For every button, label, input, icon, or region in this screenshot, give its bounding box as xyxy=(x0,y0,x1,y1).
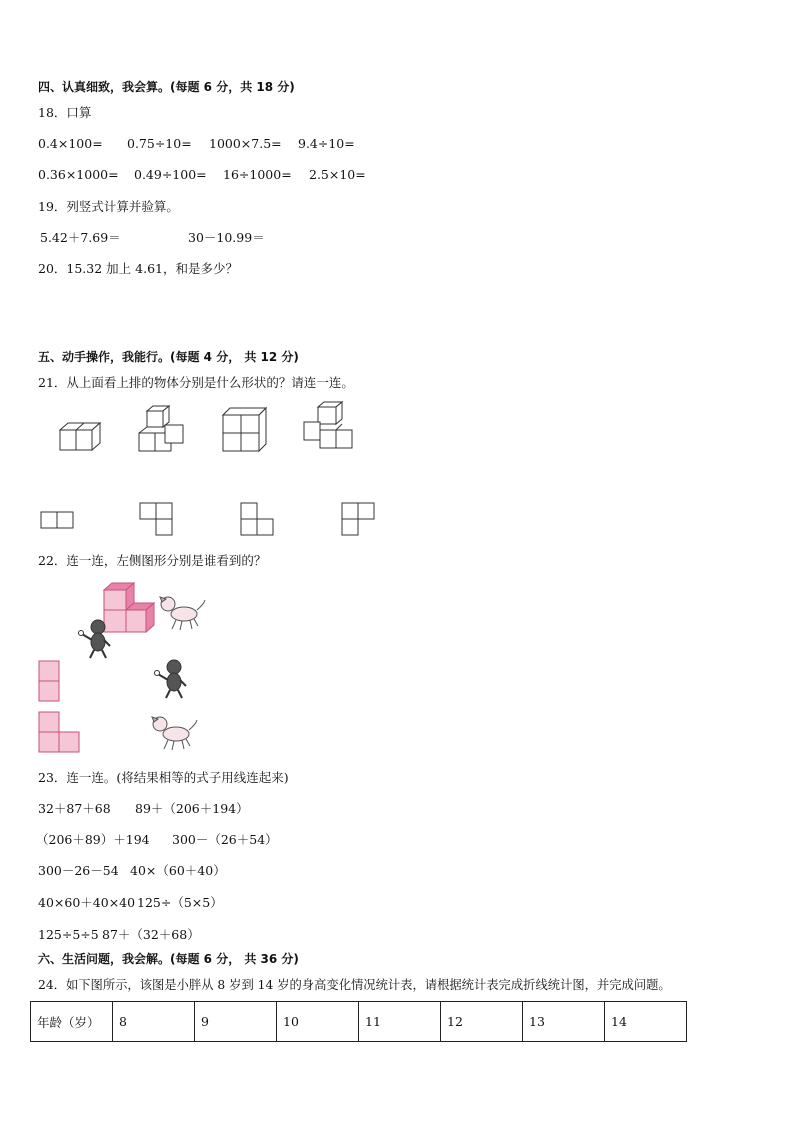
q23-left-expr: 125÷5÷5 xyxy=(38,927,99,942)
q18-item: 0.4×100= xyxy=(38,136,103,151)
table-cell: 8 xyxy=(113,1002,195,1042)
table-cell: 9 xyxy=(195,1002,277,1042)
q18-item: 0.36×1000= xyxy=(38,167,119,182)
q18-title: 18．口算 xyxy=(38,105,92,120)
q18-item: 16÷1000= xyxy=(223,167,292,182)
q18-item: 0.75÷10= xyxy=(127,136,192,151)
q22-title: 22．连一连，左侧图形分别是谁看到的？ xyxy=(38,553,267,568)
q23-right-expr: 87＋（32＋68） xyxy=(102,927,200,942)
cube-figure-1 xyxy=(55,405,105,455)
q23-left-expr: 300－26－54 xyxy=(38,863,119,878)
table-cell: 14 xyxy=(605,1002,687,1042)
top-view-1 xyxy=(40,510,76,530)
q19-item: 5.42＋7.69＝ xyxy=(40,230,121,245)
q18-item: 0.49÷100= xyxy=(134,167,207,182)
q23-left-expr: （206＋89）＋194 xyxy=(36,832,150,847)
table-cell: 12 xyxy=(441,1002,523,1042)
top-view-2 xyxy=(139,502,175,538)
q23-right-expr: 300－（26＋54） xyxy=(172,832,278,847)
q19-item: 30－10.99＝ xyxy=(188,230,265,245)
q23-right-expr: 125÷（5×5） xyxy=(137,895,223,910)
q19-title: 19．列竖式计算并验算。 xyxy=(38,199,179,214)
q23-left-expr: 40×60＋40×40 xyxy=(38,895,136,910)
age-table xyxy=(30,1001,687,1042)
section4-heading: 四、认真细致，我会算。(每题 6 分，共 18 分) xyxy=(38,80,295,94)
q23-right-expr: 40×（60＋40） xyxy=(130,863,226,878)
section5-heading: 五、动手操作，我能行。(每题 4 分， 共 12 分) xyxy=(38,350,299,364)
monkey-icon xyxy=(76,618,116,660)
table-cell: 13 xyxy=(523,1002,605,1042)
dog-icon xyxy=(150,714,202,754)
table-row xyxy=(31,1002,687,1042)
top-view-3 xyxy=(240,502,276,538)
cube-figure-3 xyxy=(220,405,270,455)
table-header-cell: 年龄（岁） xyxy=(31,1002,113,1042)
table-cell: 10 xyxy=(277,1002,359,1042)
q20-title: 20．15.32 加上 4.61，和是多少？ xyxy=(38,261,238,276)
q23-left-expr: 32＋87＋68 xyxy=(38,801,111,816)
q18-item: 2.5×10= xyxy=(309,167,366,182)
table-cell: 11 xyxy=(359,1002,441,1042)
q18-item: 9.4÷10= xyxy=(298,136,355,151)
cube-figure-2 xyxy=(135,403,190,458)
q24-title: 24．如下图所示，该图是小胖从 8 岁到 14 岁的身高变化情况统计表，请根据统计表完成折线统计图，并完成问题。 xyxy=(38,978,671,992)
view-shape-2 xyxy=(38,711,84,755)
monkey-icon xyxy=(152,658,192,700)
cube-figure-4 xyxy=(300,400,355,455)
section6-heading: 六、生活问题，我会解。(每题 6 分， 共 36 分) xyxy=(38,952,299,966)
q21-title: 21．从上面看上排的物体分别是什么形状的？请连一连。 xyxy=(38,375,354,390)
q23-title: 23．连一连。(将结果相等的式子用线连起来) xyxy=(38,770,289,785)
q23-right-expr: 89＋（206＋194） xyxy=(135,801,249,816)
top-view-4 xyxy=(341,502,377,538)
view-shape-1 xyxy=(38,660,62,704)
dog-icon xyxy=(158,594,208,634)
q18-item: 1000×7.5= xyxy=(209,136,282,151)
